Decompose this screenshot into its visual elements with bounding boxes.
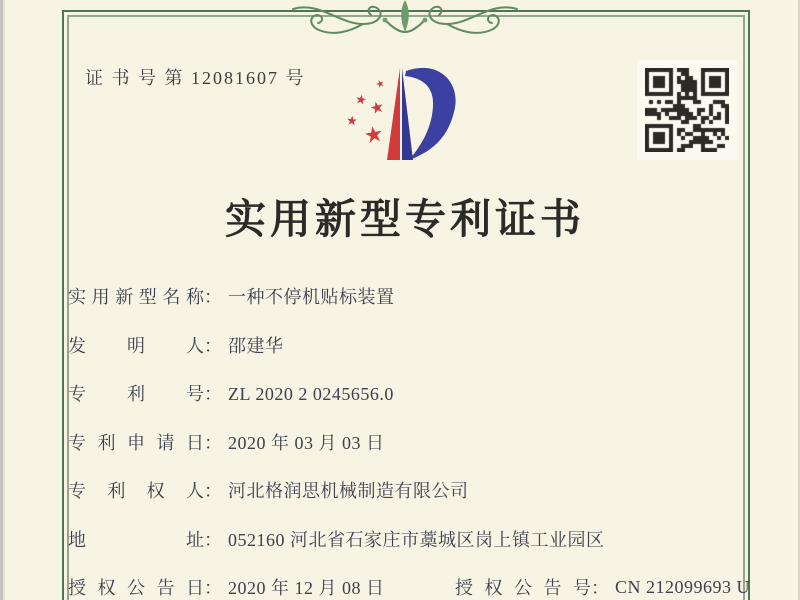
field-value: CN 212099693 U <box>615 576 751 597</box>
field-label: 授权公告日 <box>68 578 204 599</box>
star-icon: ★ <box>353 92 368 109</box>
colon: ： <box>204 287 222 308</box>
field-label: 地址 <box>68 529 204 550</box>
colon: ： <box>591 578 609 599</box>
cnipa-patent-logo <box>345 56 465 168</box>
field-value: 一种不停机贴标装置 <box>228 287 395 308</box>
field-row-patentee <box>68 466 730 515</box>
field-row-utility-model-name <box>68 272 730 321</box>
field-label: 专利号 <box>68 384 204 405</box>
field-grant-number <box>455 563 750 600</box>
field-label: 发明人 <box>68 335 204 356</box>
star-icon: ★ <box>374 77 387 92</box>
colon: ： <box>204 578 222 599</box>
field-label: 授权公告号 <box>455 578 591 599</box>
field-label: 专利申请日 <box>68 432 204 453</box>
field-value: 2020 年 03 月 03 日 <box>228 432 385 453</box>
field-inventor <box>68 332 284 358</box>
star-icon: ★ <box>367 96 387 119</box>
qr-code-pattern <box>645 68 729 152</box>
field-value: 2020 年 12 月 08 日 <box>228 578 385 599</box>
star-icon: ★ <box>345 113 359 130</box>
star-icon: ★ <box>361 121 386 150</box>
patent-logo-shape <box>345 56 465 168</box>
field-patent-number <box>68 380 394 406</box>
field-row-grant-date <box>68 563 751 600</box>
field-value: 邵建华 <box>228 335 284 356</box>
field-filing-date <box>68 429 385 455</box>
field-label: 实用新型名称 <box>68 287 204 308</box>
field-value: ZL 2020 2 0245656.0 <box>228 384 394 405</box>
certificate-title: 实用新型专利证书 <box>225 196 585 242</box>
colon: ： <box>204 432 222 453</box>
certificate-number: 证 书 号 第 12081607 号 <box>85 68 306 88</box>
field-address <box>68 526 605 552</box>
field-utility-model-name <box>68 283 395 309</box>
field-grant-date <box>68 574 385 600</box>
colon: ： <box>204 481 222 502</box>
field-row-address <box>68 515 730 564</box>
certificate-fields <box>68 272 751 600</box>
field-label: 专利权人 <box>68 481 204 502</box>
qr-code <box>637 60 737 160</box>
field-value: 河北格润思机械制造有限公司 <box>228 481 469 502</box>
field-row-filing-date <box>68 418 730 467</box>
field-patentee <box>68 477 469 503</box>
floral-flourish-icon <box>287 0 523 39</box>
colon: ： <box>204 384 222 405</box>
field-row-inventor <box>68 321 730 370</box>
field-value: 052160 河北省石家庄市藁城区岗上镇工业园区 <box>228 529 605 550</box>
field-row-patent-number <box>68 369 730 418</box>
scan-edge-left-highlight <box>3 0 5 600</box>
colon: ： <box>204 529 222 550</box>
colon: ： <box>204 335 222 356</box>
